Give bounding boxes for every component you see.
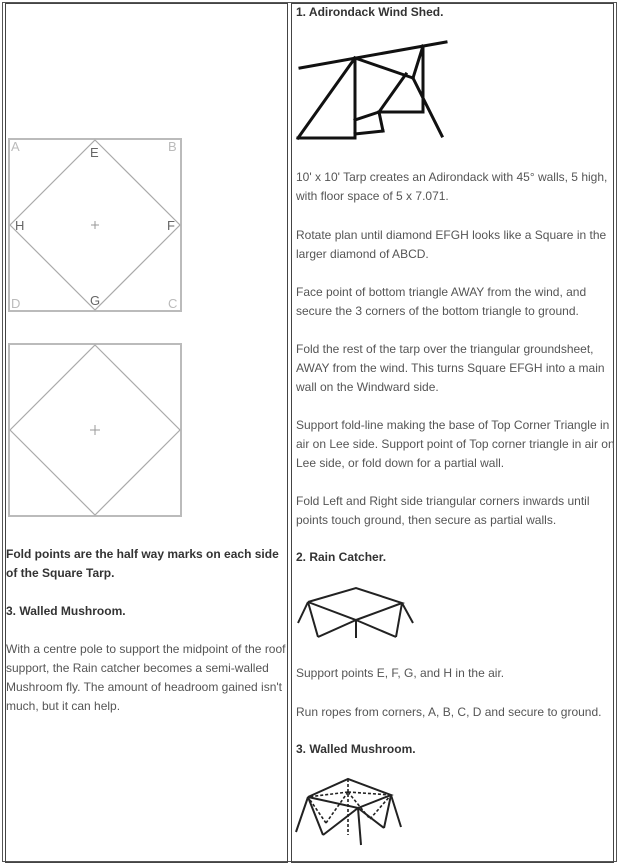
walled-mushroom-heading-left: 3. Walled Mushroom.	[6, 604, 126, 618]
adirondack-paragraph-2: Rotate plan until diamond EFGH looks like a Square in the larger diamond of ABCD.	[296, 228, 607, 261]
label-g: G	[90, 293, 101, 308]
rain-catcher-heading: 2. Rain Catcher.	[296, 550, 387, 564]
label-e: E	[90, 145, 99, 160]
walled-mushroom-heading-right: 3. Walled Mushroom.	[296, 742, 416, 756]
adirondack-paragraph-4: Fold the rest of the tarp over the triangular groundsheet, AWAY from the wind. This turns Square EFGH into a main wall on the Windward side.	[296, 342, 605, 394]
adirondack-paragraph-6: Fold Left and Right side triangular corners inwards until points touch ground, then secure as partial walls.	[296, 494, 590, 527]
rain-catcher-illustration	[290, 580, 430, 640]
tarp-diagram-labeled	[0, 130, 200, 320]
label-d: D	[11, 296, 21, 311]
tarp-diagram-plain	[0, 330, 200, 530]
walled-mushroom-text: With a centre pole to support the midpoint of the roof support, the Rain catcher becomes a semi-walled Mushroom fly. The amount of headroom gained isn't much, but it can help.	[6, 642, 286, 713]
label-c: C	[168, 296, 178, 311]
adirondack-paragraph-3: Face point of bottom triangle AWAY from the wind, and secure the 3 corners of the bottom triangle to ground.	[296, 285, 587, 318]
adirondack-illustration	[290, 30, 470, 150]
adirondack-heading: 1. Adirondack Wind Shed.	[296, 5, 444, 19]
adirondack-paragraph-1: 10' x 10' Tarp creates an Adirondack with 45° walls, 5 high, with floor space of 5 x 7.071.	[296, 170, 608, 203]
label-h: H	[15, 218, 25, 233]
label-b: B	[168, 139, 177, 154]
label-f: F	[167, 218, 175, 233]
fold-points-note: Fold points are the half way marks on each side of the Square Tarp.	[6, 547, 279, 580]
label-a: A	[11, 139, 20, 154]
adirondack-paragraph-5: Support fold-line making the base of Top Corner Triangle in air on Lee side. Support point of Top corner triangle in air on Lee side, or fold down for a partial wall.	[296, 418, 615, 470]
rain-catcher-paragraph-2: Run ropes from corners, A, B, C, D and secure to ground.	[296, 705, 602, 719]
rain-catcher-paragraph-1: Support points E, F, G, and H in the air.	[296, 666, 505, 680]
walled-mushroom-illustration	[290, 775, 420, 850]
